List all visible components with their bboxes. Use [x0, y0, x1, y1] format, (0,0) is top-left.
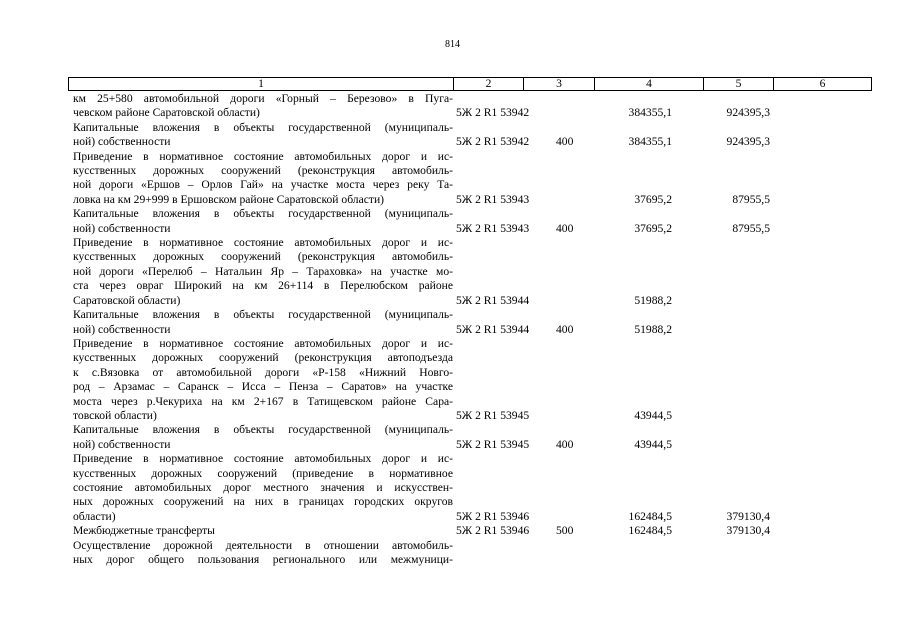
table-row: [68, 337, 872, 423]
description-line: к с.Вязовка от автомобильной дороги «Р-158 «Нижний Новго-: [73, 365, 453, 379]
description-line: области): [73, 509, 116, 523]
description-line: ловка на км 29+999 в Ершовском районе Саратовской области): [73, 192, 385, 206]
description-line: род – Арзамас – Саранск – Исса – Пенза – Саратов» на участке: [73, 380, 453, 394]
expense-type: 400: [556, 221, 574, 235]
description-line: ных дорог общего пользования регионального или межмуници-: [73, 553, 453, 566]
amount-column-4: 162484,5: [628, 524, 672, 538]
table-row: [68, 150, 872, 208]
target-article-code: 5Ж 2 R1 53942: [456, 106, 530, 120]
amount-column-4: 51988,2: [634, 293, 672, 307]
description-line: Капитальные вложения в объекты государственной (муниципаль-: [73, 120, 453, 134]
description-line: Приведение в нормативное состояние автомобильных дорог и ис-: [73, 452, 453, 466]
description-line: кусственных дорожных сооружений (приведение в нормативное: [73, 466, 453, 480]
description-line: ной) собственности: [73, 322, 171, 336]
target-article-code: 5Ж 2 R1 53943: [456, 192, 530, 206]
table-row: [68, 92, 872, 121]
expense-type: 400: [556, 437, 574, 451]
row-description: [68, 524, 453, 538]
target-article-code: 5Ж 2 R1 53942: [456, 135, 530, 149]
description-line: моста через р.Чекуриха на км 2+167 в Татищевском районе Сара-: [73, 394, 453, 408]
column-header-4: 4: [595, 78, 704, 90]
amount-column-4: 51988,2: [634, 322, 672, 336]
target-article-code: 5Ж 2 R1 53944: [456, 322, 530, 336]
table-row: [68, 121, 872, 150]
description-line: ста через овраг Широкий на км 26+114 в Перелюбском районе: [73, 279, 453, 293]
amount-column-4: 384355,1: [628, 135, 672, 149]
description-line: Приведение в нормативное состояние автомобильных дорог и ис-: [73, 336, 453, 350]
amount-column-4: 162484,5: [628, 509, 672, 523]
amount-column-5: 379130,4: [726, 524, 770, 538]
description-line: Капитальные вложения в объекты государственной (муниципаль-: [73, 308, 453, 322]
description-line: ной дороги «Ершов – Орлов Гай» на участке моста через реку Та-: [73, 178, 453, 192]
amount-column-5: 379130,4: [726, 509, 770, 523]
amount-column-4: 37695,2: [634, 221, 672, 235]
row-description: [68, 92, 453, 121]
amount-column-4: 37695,2: [634, 192, 672, 206]
target-article-code: 5Ж 2 R1 53946: [456, 509, 530, 523]
amount-column-5: 87955,5: [732, 192, 770, 206]
target-article-code: 5Ж 2 R1 53943: [456, 221, 530, 235]
table-row: [68, 207, 872, 236]
amount-column-5: 924395,3: [726, 106, 770, 120]
row-description: [68, 539, 453, 568]
description-line: Капитальные вложения в объекты государственной (муниципаль-: [73, 423, 453, 437]
row-description: [68, 337, 453, 423]
expense-type: 500: [556, 524, 574, 538]
description-line: кусственных дорожных сооружений (реконструкция автоподъезда: [73, 351, 453, 365]
description-line: товской области): [73, 408, 157, 422]
description-line: Капитальные вложения в объекты государственной (муниципаль-: [73, 207, 453, 221]
amount-column-4: 43944,5: [634, 437, 672, 451]
amount-column-5: 924395,3: [726, 135, 770, 149]
target-article-code: 5Ж 2 R1 53946: [456, 524, 530, 538]
amount-column-4: 384355,1: [628, 106, 672, 120]
description-line: ной) собственности: [73, 135, 171, 149]
description-line: ных дорожных сооружений на них в границах городских округов: [73, 495, 453, 509]
description-line: ной) собственности: [73, 221, 171, 235]
row-description: [68, 308, 453, 337]
column-header-5: 5: [704, 78, 774, 90]
target-article-code: 5Ж 2 R1 53945: [456, 408, 530, 422]
column-header-6: 6: [819, 77, 826, 90]
description-line: кусственных дорожных сооружений (реконструкция автомобиль-: [73, 164, 453, 178]
amount-column-5: 87955,5: [732, 221, 770, 235]
table-body: [68, 92, 872, 567]
expense-type: 400: [556, 135, 574, 149]
table-row: [68, 236, 872, 308]
description-line: ной дороги «Перелюб – Натальин Яр – Тараховка» на участке мо-: [73, 264, 453, 278]
table-row: [68, 539, 872, 568]
description-line: Межбюджетные трансферты: [73, 524, 215, 538]
description-line: Осуществление дорожной деятельности в отношении автомобиль-: [73, 538, 453, 552]
description-line: Саратовской области): [73, 293, 181, 307]
target-article-code: 5Ж 2 R1 53945: [456, 437, 530, 451]
table-row: [68, 308, 872, 337]
amount-column-4: 43944,5: [634, 408, 672, 422]
description-line: Приведение в нормативное состояние автомобильных дорог и ис-: [73, 149, 453, 163]
expense-type: 400: [556, 322, 574, 336]
table-row: [68, 423, 872, 452]
table-row: [68, 524, 872, 538]
page-number: 814: [445, 39, 460, 50]
column-header-2: 2: [454, 78, 524, 90]
table-header: [68, 77, 872, 91]
row-description: [68, 236, 453, 308]
description-line: ной) собственности: [73, 437, 171, 451]
column-header-3: 3: [524, 78, 595, 90]
row-description: [68, 452, 453, 524]
row-description: [68, 423, 453, 452]
description-line: состояние автомобильных дорог местного значения и искусствен-: [73, 480, 453, 494]
column-header-1: 1: [69, 78, 454, 90]
row-description: [68, 150, 453, 208]
description-line: кусственных дорожных сооружений (реконструкция автомобиль-: [73, 250, 453, 264]
target-article-code: 5Ж 2 R1 53944: [456, 293, 530, 307]
description-line: Приведение в нормативное состояние автомобильных дорог и ис-: [73, 236, 453, 250]
row-description: [68, 121, 453, 150]
row-description: [68, 207, 453, 236]
description-line: км 25+580 автомобильной дороги «Горный – Березово» в Пуга-: [73, 92, 453, 105]
table-row: [68, 452, 872, 524]
description-line: чевском районе Саратовской области): [73, 106, 260, 120]
